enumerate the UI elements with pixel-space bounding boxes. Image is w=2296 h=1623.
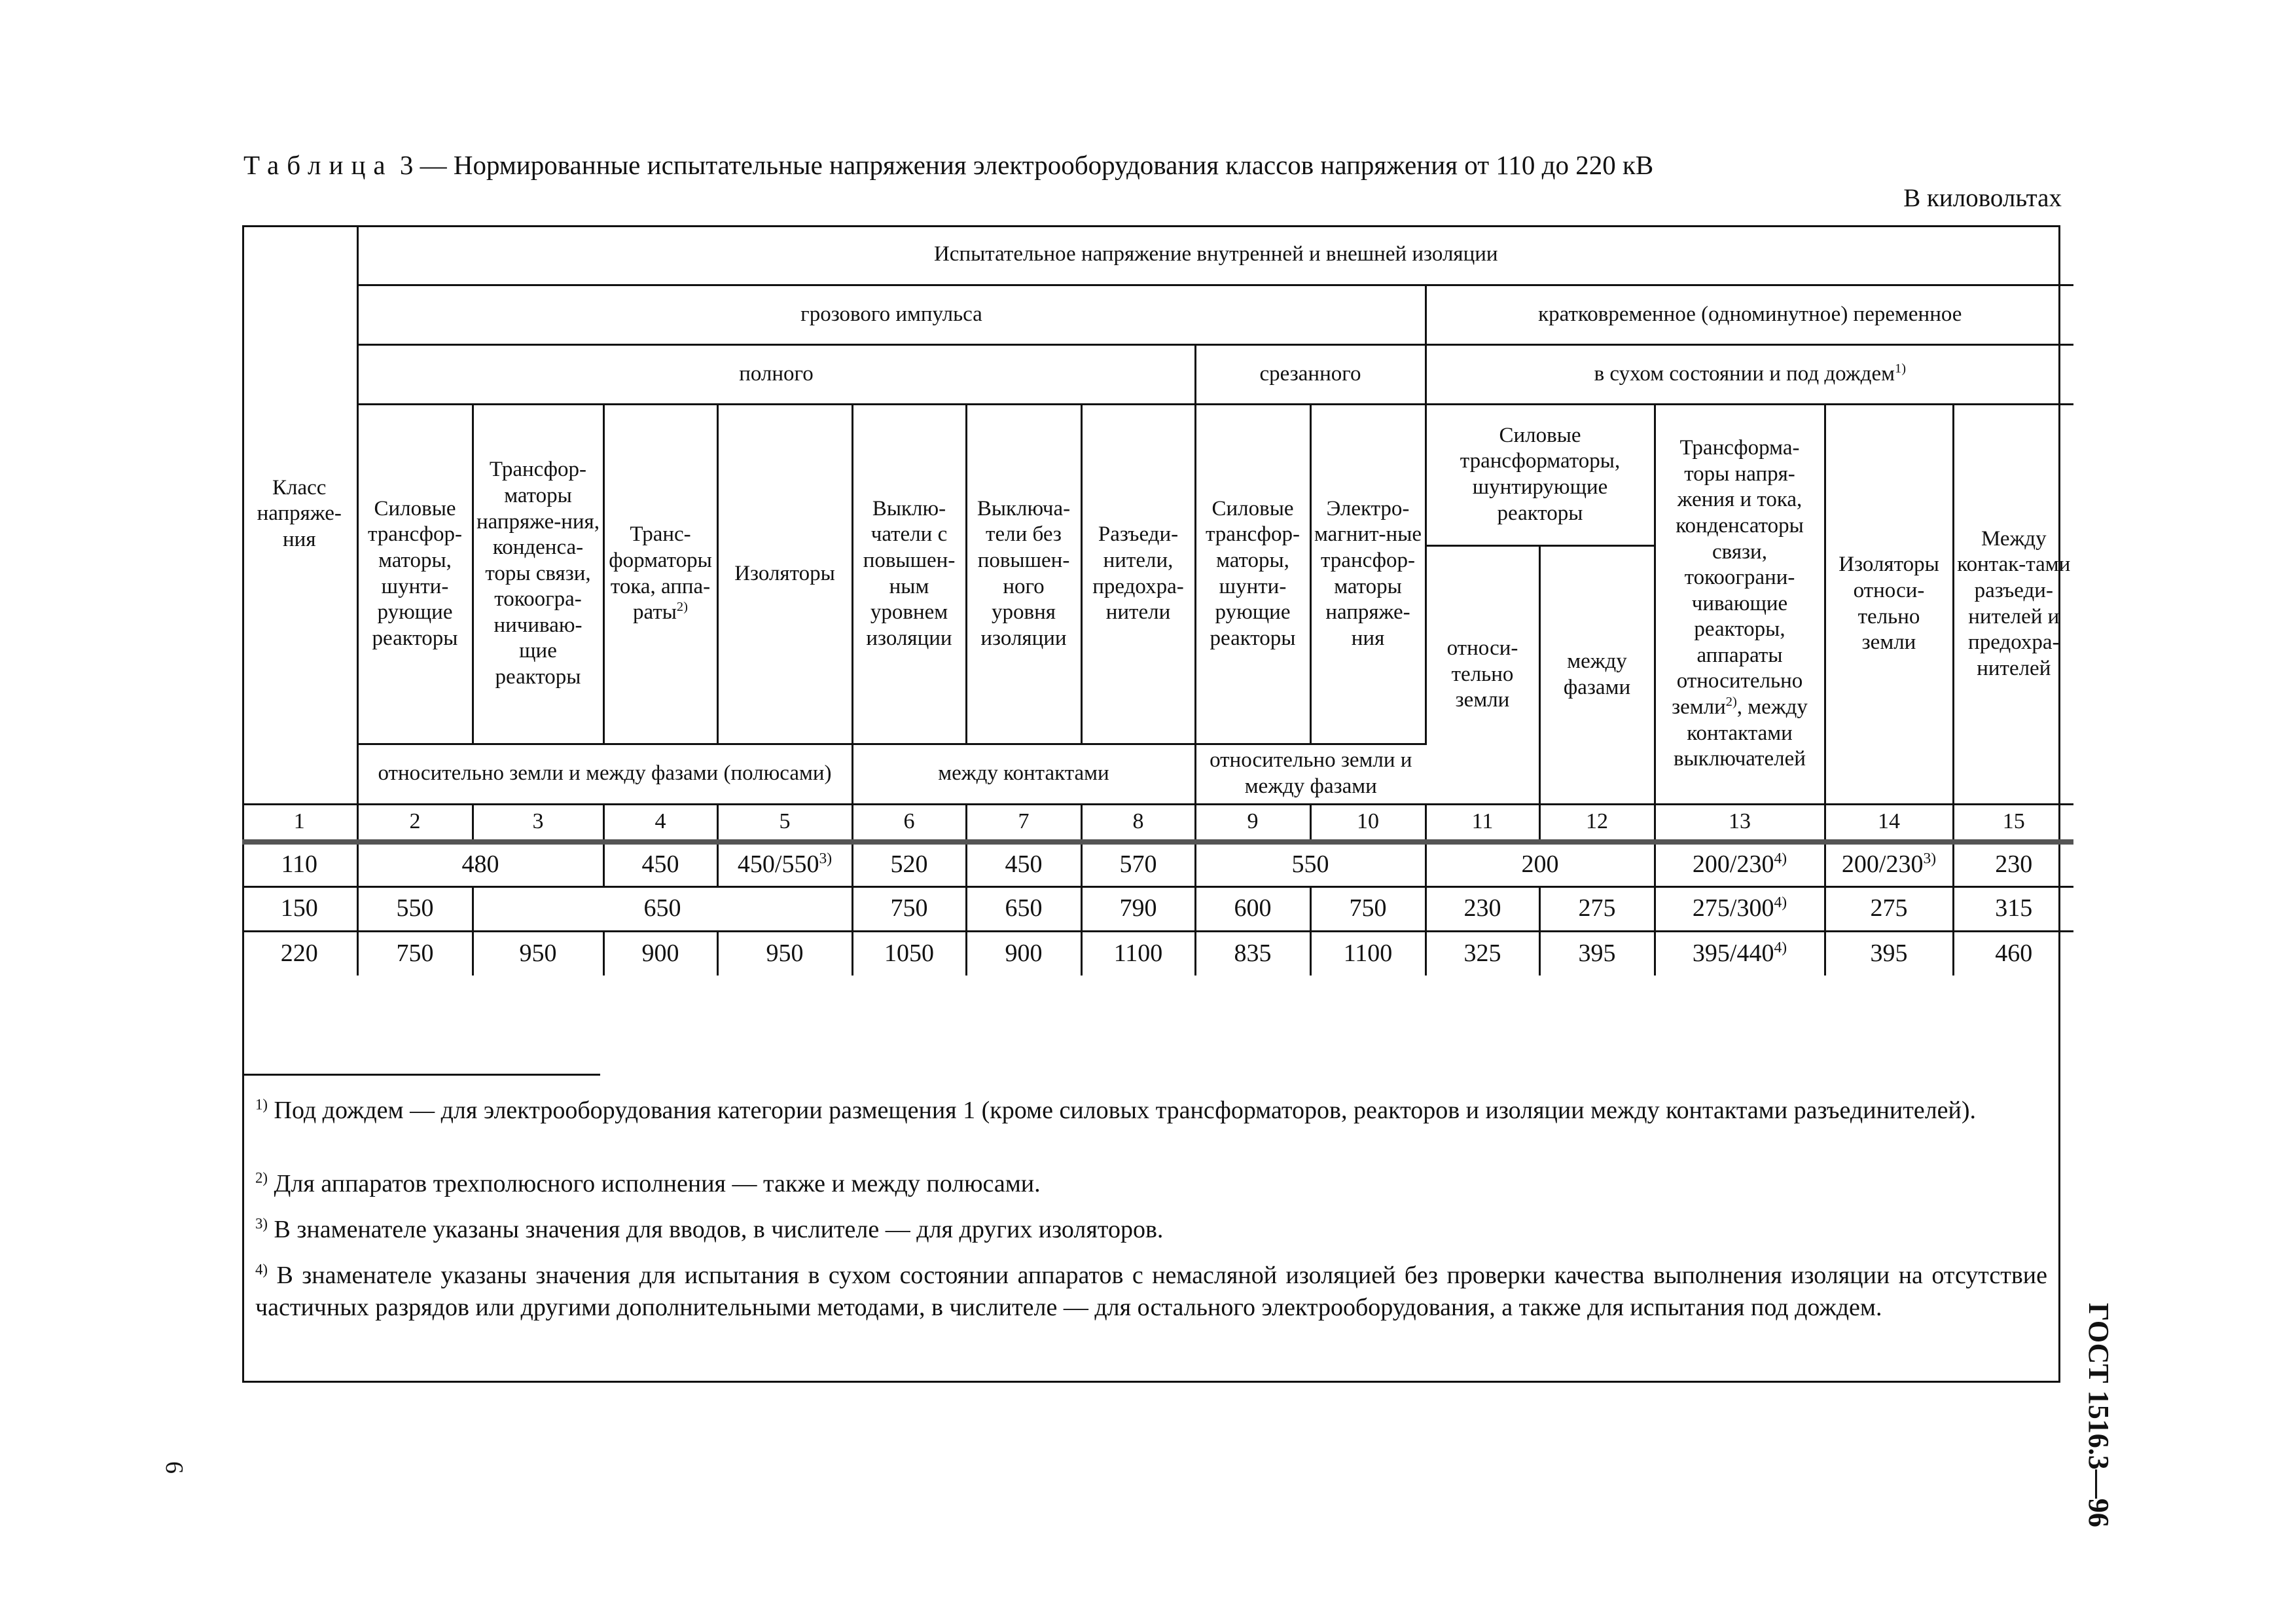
table-caption-label: Таблица [243, 150, 393, 180]
table-cell-value: 275/300 [1692, 894, 1774, 922]
table-cell: 275 [1539, 886, 1655, 931]
footnote-ref: 2) [676, 600, 688, 615]
document-code: ГОСТ 1516.3—96 [2083, 1303, 2115, 1527]
footnote-ref: 3) [819, 850, 833, 867]
footnote-ref: 4) [1774, 939, 1787, 957]
table-cell: 900 [966, 931, 1081, 976]
header-chopped-impulse: срезанного [1195, 344, 1426, 404]
table-cell: 275 [1825, 886, 1953, 931]
table-row [242, 886, 2073, 931]
header-col-5: Изоляторы [717, 404, 852, 744]
table-cell [1655, 931, 1825, 976]
header-col-10: Электро-магнит-ные трансфор-маторы напряже-ния [1310, 404, 1426, 744]
table-cell: 750 [852, 886, 966, 931]
table-cell-value: 200/230 [1692, 850, 1774, 879]
header-col-13-text-b: , между контактами выключателей [1674, 695, 1808, 771]
column-number: 14 [1825, 804, 1953, 842]
header-lightning-impulse: грозового импульса [357, 285, 1426, 344]
column-number: 15 [1953, 804, 2073, 842]
header-full-impulse: полного [357, 344, 1195, 404]
header-dry-rain-text: в сухом состоянии и под дождем [1594, 361, 1895, 386]
table-cell: 1050 [852, 931, 966, 976]
footnote-text: Под дождем — для электрооборудования категории размещения 1 (кроме силовых трансформаторов, реакторов и изоляции между контактами разъединителей). [268, 1097, 1977, 1124]
header-dry-rain [1426, 344, 2073, 404]
column-number: 10 [1310, 804, 1426, 842]
column-number: 9 [1195, 804, 1310, 842]
table-cell [1825, 842, 1953, 886]
column-number: 1 [242, 804, 357, 842]
column-number: 4 [603, 804, 717, 842]
table-cell: 395 [1539, 931, 1655, 976]
header-group-contacts: между контактами [852, 744, 1195, 804]
table-cell: 450 [603, 842, 717, 886]
column-number: 12 [1539, 804, 1655, 842]
footnote-ref: 2) [1725, 695, 1737, 710]
column-number: 5 [717, 804, 852, 842]
voltage-class-cell: 150 [242, 886, 357, 931]
header-col-9: Силовые трансфор-маторы, шунти-рующие реакторы [1195, 404, 1310, 744]
header-col-6: Выклю-чатели с повышен-ным уровнем изоляции [852, 404, 966, 744]
footnote-ref: 4) [1774, 850, 1787, 867]
header-group-earth-phases-short: относительно земли и между фазами [1195, 744, 1426, 804]
column-number: 13 [1655, 804, 1825, 842]
table-cell [1655, 886, 1825, 931]
column-number: 11 [1426, 804, 1539, 842]
table-cell: 230 [1953, 842, 2073, 886]
table-cell: 450 [966, 842, 1081, 886]
header-col-11-12: Силовые трансформаторы, шунтирующие реакторы [1426, 404, 1655, 545]
header-col-4 [603, 404, 717, 744]
table-cell-value: 200/230 [1841, 850, 1924, 879]
footnote-separator [243, 1074, 600, 1076]
table-cell: 230 [1426, 886, 1539, 931]
table-cell: 325 [1426, 931, 1539, 976]
table-row [242, 931, 2073, 976]
footnote-4 [255, 1260, 2047, 1323]
footnote-text: Для аппаратов трехполюсного исполнения — также и между полюсами. [268, 1170, 1041, 1197]
column-numbers-row [242, 804, 2073, 842]
column-number: 2 [357, 804, 473, 842]
table-cell: 750 [1310, 886, 1426, 931]
footnote-1 [255, 1095, 2047, 1127]
header-col-13-text-a: Трансформа-торы напря-жения и тока, конденсаторы связи, токоограни-чивающие реакторы, аппараты относительно земли [1672, 436, 1804, 720]
table-cell-value: 395/440 [1692, 939, 1774, 967]
column-number: 8 [1081, 804, 1195, 842]
voltage-table [242, 225, 2073, 976]
footnote-mark: 4) [255, 1261, 268, 1278]
units-note: В киловольтах [1903, 184, 2062, 212]
footnote-ref: 3) [1923, 850, 1937, 867]
footnote-3 [255, 1214, 2047, 1246]
table-caption-text: 3 — Нормированные испытательные напряжения электрооборудования классов напряжения от 110 до 220 кВ [393, 150, 1654, 180]
table-cell: 1100 [1310, 931, 1426, 976]
table-cell: 315 [1953, 886, 2073, 931]
header-col-2: Силовые трансфор-маторы, шунти-рующие реакторы [357, 404, 473, 744]
table-cell: 950 [717, 931, 852, 976]
column-number: 6 [852, 804, 966, 842]
table-cell: 750 [357, 931, 473, 976]
table-cell: 550 [357, 886, 473, 931]
table-cell: 950 [473, 931, 603, 976]
column-number: 3 [473, 804, 603, 842]
table-cell: 460 [1953, 931, 2073, 976]
header-test-voltage: Испытательное напряжение внутренней и внешней изоляции [357, 225, 2073, 285]
table-cell: 650 [473, 886, 852, 931]
table-cell: 790 [1081, 886, 1195, 931]
header-col-13 [1655, 404, 1825, 804]
header-short-term: кратковременное (одноминутное) переменное [1426, 285, 2073, 344]
footnote-mark: 2) [255, 1169, 268, 1186]
table-caption [243, 149, 1653, 181]
column-number: 7 [966, 804, 1081, 842]
table-cell [1655, 842, 1825, 886]
header-col-15: Между контак-тами разъеди-нителей и предохра-нителей [1953, 404, 2073, 804]
header-col-3: Трансфор-маторы напряже-ния, конденса-торы связи, токоогра-ничиваю-щие реакторы [473, 404, 603, 744]
table-row [242, 842, 2073, 886]
table-cell: 1100 [1081, 931, 1195, 976]
header-col-4-text: Транс-форматоры тока, аппа-раты [609, 522, 712, 625]
page-number: 6 [160, 1461, 188, 1474]
table-cell: 600 [1195, 886, 1310, 931]
header-col-12: между фазами [1539, 545, 1655, 804]
header-voltage-class: Класс напряже-ния [242, 225, 357, 804]
footnote-mark: 3) [255, 1215, 268, 1232]
voltage-class-cell: 220 [242, 931, 357, 976]
footnote-text: В знаменателе указаны значения для вводов, в числителе — для других изоляторов. [268, 1216, 1164, 1243]
footnote-mark: 1) [255, 1096, 268, 1113]
table-cell: 520 [852, 842, 966, 886]
table-cell: 835 [1195, 931, 1310, 976]
header-col-8: Разъеди-нители, предохра-нители [1081, 404, 1195, 744]
header-col-11: относи-тельно земли [1426, 545, 1539, 804]
table-cell: 550 [1195, 842, 1426, 886]
voltage-class-cell: 110 [242, 842, 357, 886]
header-col-7: Выключа-тели без повышен-ного уровня изоляции [966, 404, 1081, 744]
footnote-ref: 4) [1774, 894, 1787, 911]
table-cell: 395 [1825, 931, 1953, 976]
footnote-2 [255, 1168, 2047, 1200]
table-cell: 200 [1426, 842, 1655, 886]
table-cell: 900 [603, 931, 717, 976]
footnote-ref: 1) [1894, 361, 1907, 376]
header-group-earth-phases: относительно земли и между фазами (полюсами) [357, 744, 852, 804]
footnote-text: В знаменателе указаны значения для испытания в сухом состоянии аппаратов с немасляной изоляцией без проверки качества выполнения изоляции на отсутствие частичных разрядов или другими дополнительными методами, в числителе — для остального электрооборудования, а также для испытания под дождем. [255, 1262, 2047, 1321]
table-cell-value: 450/550 [737, 850, 819, 879]
table-cell [717, 842, 852, 886]
table-cell: 570 [1081, 842, 1195, 886]
table-cell: 480 [357, 842, 603, 886]
table-cell: 650 [966, 886, 1081, 931]
header-col-14: Изоляторы относи-тельно земли [1825, 404, 1953, 804]
